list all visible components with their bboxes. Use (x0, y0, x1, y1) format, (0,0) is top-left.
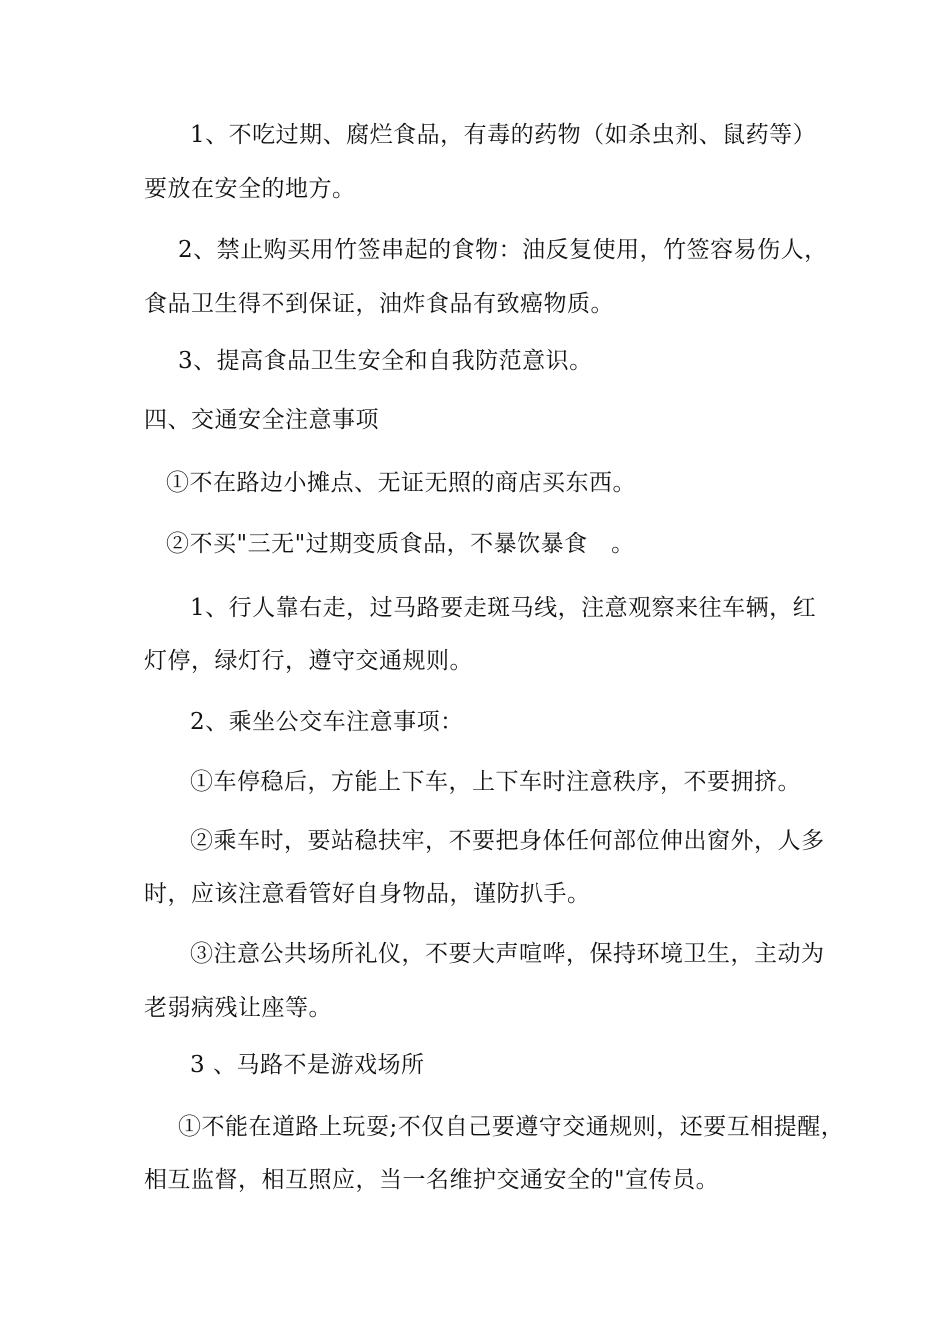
traffic-rule-3: 3 、马路不是游戏场所 (190, 1052, 425, 1078)
traffic-note-1: ①不在路边小摊点、无证无照的商店买东西。 (166, 470, 636, 496)
food-rule-2-line-1: 2、禁止购买用竹签串起的食物：油反复使用，竹签容易伤人， (178, 237, 828, 263)
bus-rule-3-line-1: ③注意公共场所礼仪，不要大声喧哗，保持环境卫生，主动为 (190, 941, 825, 967)
bus-rule-2-line-2: 时，应该注意看管好自身物品，谨防扒手。 (144, 881, 591, 907)
road-rule-1-line-1: ①不能在道路上玩耍;不仅自己要遵守交通规则，还要互相提醒， (178, 1114, 845, 1140)
bus-rule-1: ①车停稳后，方能上下车，上下车时注意秩序，不要拥挤。 (190, 769, 801, 795)
section-heading-traffic: 四、交通安全注意事项 (144, 407, 379, 433)
traffic-note-2: ②不买"三无"过期变质食品，不暴饮暴食 。 (166, 531, 635, 557)
road-rule-1-line-2: 相互监督，相互照应，当一名维护交通安全的"宣传员。 (144, 1167, 720, 1193)
food-rule-1-line-2: 要放在安全的地方。 (144, 176, 356, 202)
traffic-rule-1-line-1: 1、行人靠右走，过马路要走斑马线，注意观察来往车辆，红 (190, 595, 817, 621)
food-rule-2-line-2: 食品卫生得不到保证，油炸食品有致癌物质。 (144, 291, 614, 317)
traffic-rule-2: 2、乘坐公交车注意事项： (190, 709, 464, 735)
food-rule-1-line-1: 1、不吃过期、腐烂食品，有毒的药物（如杀虫剂、鼠药等） (190, 122, 817, 148)
bus-rule-2-line-1: ②乘车时，要站稳扶牢，不要把身体任何部位伸出窗外，人多 (190, 828, 825, 854)
bus-rule-3-line-2: 老弱病残让座等。 (144, 995, 332, 1021)
food-rule-3: 3、提高食品卫生安全和自我防范意识。 (178, 348, 593, 374)
traffic-rule-1-line-2: 灯停，绿灯行，遵守交通规则。 (144, 648, 473, 674)
